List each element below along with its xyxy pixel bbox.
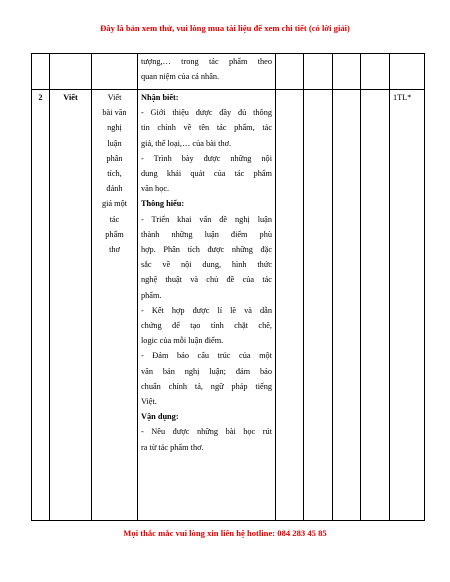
desc-line: - Giới thiệu được đầy đủ thông <box>141 108 272 118</box>
desc-line: - Trình bày được những nội <box>141 153 272 163</box>
desc-line: văn học. <box>141 184 170 194</box>
desc-line: văn bản nghị luận; đảm bảo <box>141 366 272 376</box>
cell-empty <box>32 54 50 90</box>
question-count-cell: 1TL* <box>390 90 425 521</box>
content-line: luận <box>107 138 122 148</box>
desc-line: ra từ tác phẩm thơ. <box>141 442 204 452</box>
cell-empty <box>361 90 390 521</box>
cell-empty <box>276 90 304 521</box>
cell-empty <box>333 54 361 90</box>
section-heading-recognition: Nhận biết: <box>141 93 179 102</box>
cell-empty <box>390 54 425 90</box>
desc-line: quan niệm của cá nhân. <box>141 72 220 82</box>
section-heading-understanding: Thông hiểu: <box>141 199 185 209</box>
table-row-writing <box>32 90 425 521</box>
content-unit-cell <box>92 90 138 521</box>
content-line: nghị <box>107 123 122 133</box>
desc-line: - Kết hợp được lí lẽ và dẫn <box>141 305 272 315</box>
cell-empty <box>50 54 92 90</box>
desc-line: chứng để tạo tính chặt chẽ, <box>141 321 272 331</box>
desc-line: nghệ thuật và chủ đề của tác <box>141 275 272 285</box>
cell-empty <box>304 90 333 521</box>
content-line: tích, <box>107 169 122 179</box>
desc-line: Việt. <box>141 397 157 407</box>
table-row-previous <box>32 54 425 90</box>
desc-line: chuẩn chính tả, ngữ pháp tiếng <box>141 381 272 391</box>
description-cell <box>138 90 276 521</box>
cell-empty <box>276 54 304 90</box>
desc-line: tượng,… trong tác phẩm theo <box>141 57 272 66</box>
content-line: tác <box>109 214 120 224</box>
desc-line: dung khái quát của tác phẩm <box>141 169 272 179</box>
header-banner: Đây là bản xem thử, vui lòng mua tài liệu để xem chi tiết (có lời giải) <box>100 23 350 33</box>
desc-line: logic của mỗi luận điểm. <box>141 336 224 346</box>
footer-banner: Mọi thắc mắc vui lòng xin liên hệ hotline: 084 283 45 85 <box>123 528 327 538</box>
desc-line: - Triển khai vấn đề nghị luận <box>141 214 272 224</box>
content-line: đánh <box>106 184 123 194</box>
content-line: phân <box>106 153 123 163</box>
desc-line: - Đảm bảo cấu trúc của một <box>141 351 272 361</box>
desc-line: phẩm. <box>141 290 162 300</box>
cell-empty <box>92 54 138 90</box>
desc-line: giả, thể loại,… của bài thơ. <box>141 138 232 148</box>
content-line: thơ <box>109 245 120 255</box>
skill-cell: Viết <box>50 90 92 521</box>
spec-table <box>31 53 425 521</box>
desc-line: - Nêu được những bài học rút <box>141 427 272 437</box>
section-heading-application: Vận dụng: <box>141 412 179 422</box>
cell-empty <box>361 54 390 90</box>
desc-line: thành những luận điểm phù <box>141 229 272 239</box>
content-line: giá một <box>101 199 128 209</box>
desc-line: tin chính về tên tác phẩm, tác <box>141 123 272 133</box>
cell-empty <box>304 54 333 90</box>
desc-line: sắc về nội dung, hình thức <box>141 260 272 270</box>
content-line: Viết <box>107 93 122 102</box>
cell-empty <box>333 90 361 521</box>
row-number: 2 <box>32 90 50 521</box>
content-line: bài văn <box>102 108 127 118</box>
content-line: phẩm <box>105 229 124 239</box>
cell-previous-description <box>138 54 276 90</box>
desc-line: hợp. Phân tích được những đặc <box>141 245 272 255</box>
